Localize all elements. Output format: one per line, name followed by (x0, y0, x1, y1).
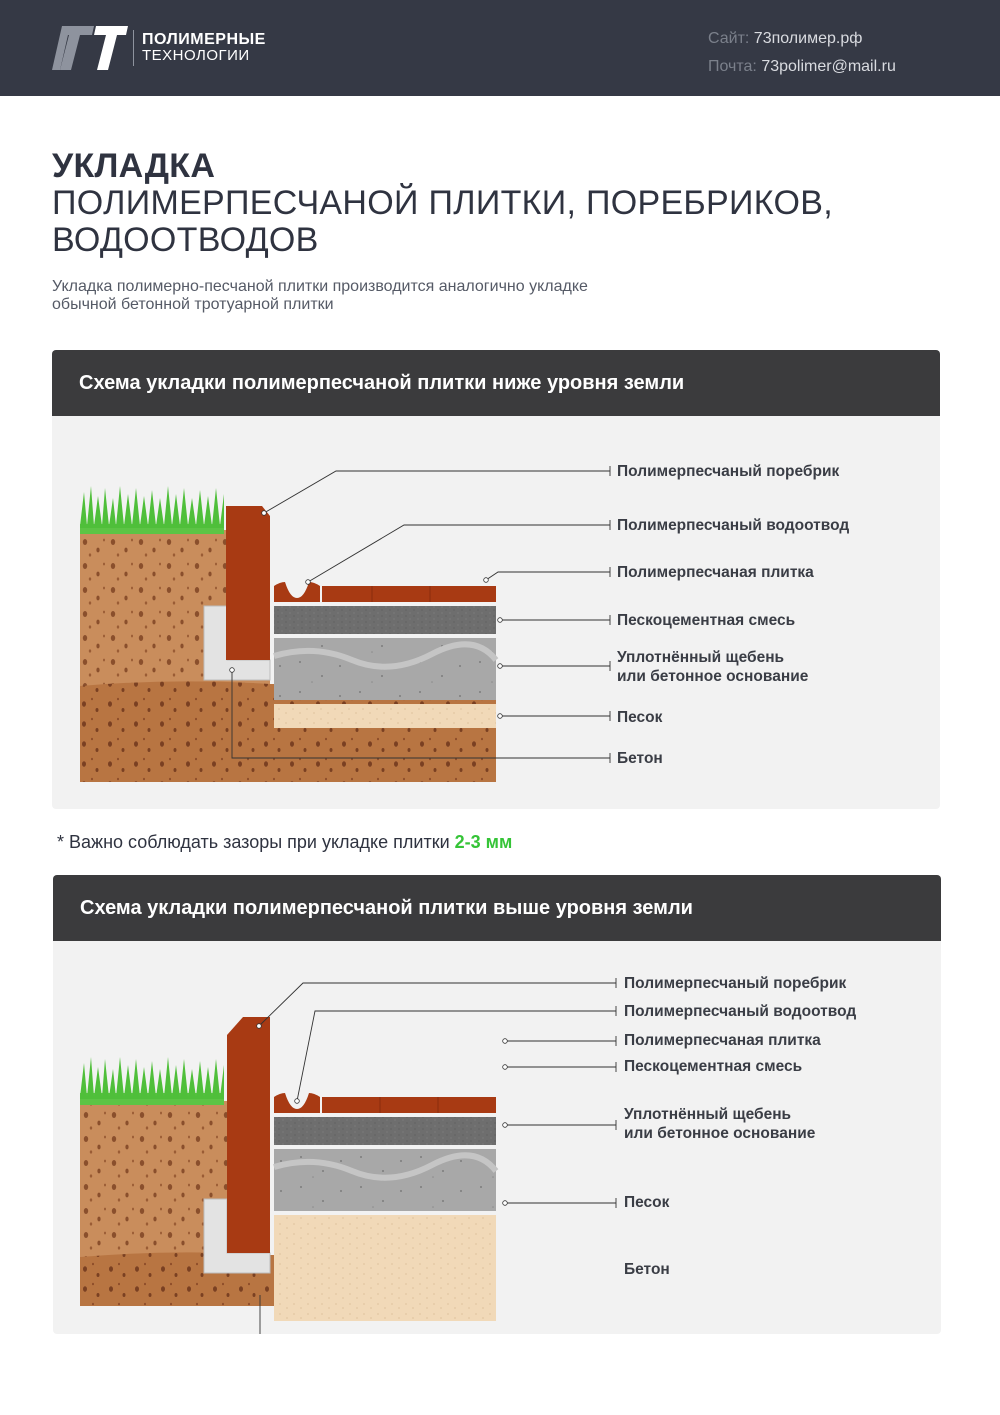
scheme-below-ground-heading: Схема укладки полимерпесчаной плитки ниже уровня земли (52, 350, 940, 416)
label-drain: Полимерпесчаный водоотвод (617, 517, 850, 534)
scheme-below-ground-panel (52, 350, 940, 809)
tile-layer (322, 586, 496, 602)
title-line3: ВОДООТВОДОВ (52, 221, 319, 259)
grass-icon (80, 486, 224, 534)
sand-cement-mix-layer (274, 1117, 496, 1145)
label-concrete: Бетон (617, 750, 663, 767)
label-drain: Полимерпесчаный водоотвод (624, 1003, 857, 1020)
tile-layer (322, 1097, 496, 1113)
site-row (708, 25, 896, 53)
title-line1: УКЛАДКА (52, 147, 216, 185)
subtitle-line1: Укладка полимерно-песчаной плитки производится аналогично укладке (52, 278, 588, 295)
mail-link[interactable]: 73polimer@mail.ru (761, 58, 896, 75)
label-concrete: Бетон (624, 1261, 670, 1278)
drain-tile (274, 582, 320, 602)
site-link[interactable]: 73полимер.рф (753, 30, 863, 47)
scheme-above-ground-panel (53, 875, 941, 1334)
label-mix: Пескоцементная смесь (617, 612, 796, 629)
brand-line1: ПОЛИМЕРНЫЕ (142, 31, 266, 48)
sand-layer (274, 704, 496, 728)
mail-label: Почта: (708, 58, 757, 75)
gap-note (57, 832, 512, 853)
label-sand: Песок (624, 1194, 670, 1211)
header-bar (0, 0, 1000, 96)
brand-line2: ТЕХНОЛОГИИ (142, 47, 250, 64)
curb-shape (227, 1017, 270, 1253)
page-subtitle (52, 278, 712, 314)
label-tile: Полимерпесчаная плитка (624, 1032, 821, 1049)
label-curb: Полимерпесчаный поребрик (624, 975, 847, 992)
gap-note-text: * Важно соблюдать зазоры при укладке плитки (57, 832, 455, 852)
mail-row (708, 53, 896, 81)
label-sand: Песок (617, 709, 663, 726)
grass-icon (80, 1057, 224, 1105)
label-gravel-1: Уплотнённый щебень (617, 649, 785, 666)
title-line2: ПОЛИМЕРПЕСЧАНОЙ ПЛИТКИ, ПОРЕБРИКОВ, (52, 184, 833, 222)
subtitle-line2: обычной бетонной тротуарной плитки (52, 296, 334, 313)
label-curb: Полимерпесчаный поребрик (617, 463, 840, 480)
label-mix: Пескоцементная смесь (624, 1058, 803, 1075)
sand-cement-mix-layer (274, 606, 496, 634)
label-gravel-1: Уплотнённый щебень (624, 1106, 792, 1123)
company-logo-icon (52, 26, 132, 70)
page-title (52, 148, 833, 259)
sand-layer-fill (274, 1215, 496, 1321)
contacts (708, 25, 896, 81)
label-gravel-2: или бетонное основание (617, 668, 809, 685)
label-gravel-2: или бетонное основание (624, 1125, 816, 1142)
logo-divider (133, 30, 134, 66)
curb-shape (226, 506, 270, 660)
scheme-above-ground-heading: Схема укладки полимерпесчаной плитки выше уровня земли (53, 875, 941, 941)
gap-note-highlight: 2-3 мм (454, 832, 513, 852)
label-tile: Полимерпесчаная плитка (617, 564, 814, 581)
brand-name (142, 32, 266, 63)
site-label: Сайт: (708, 30, 750, 47)
